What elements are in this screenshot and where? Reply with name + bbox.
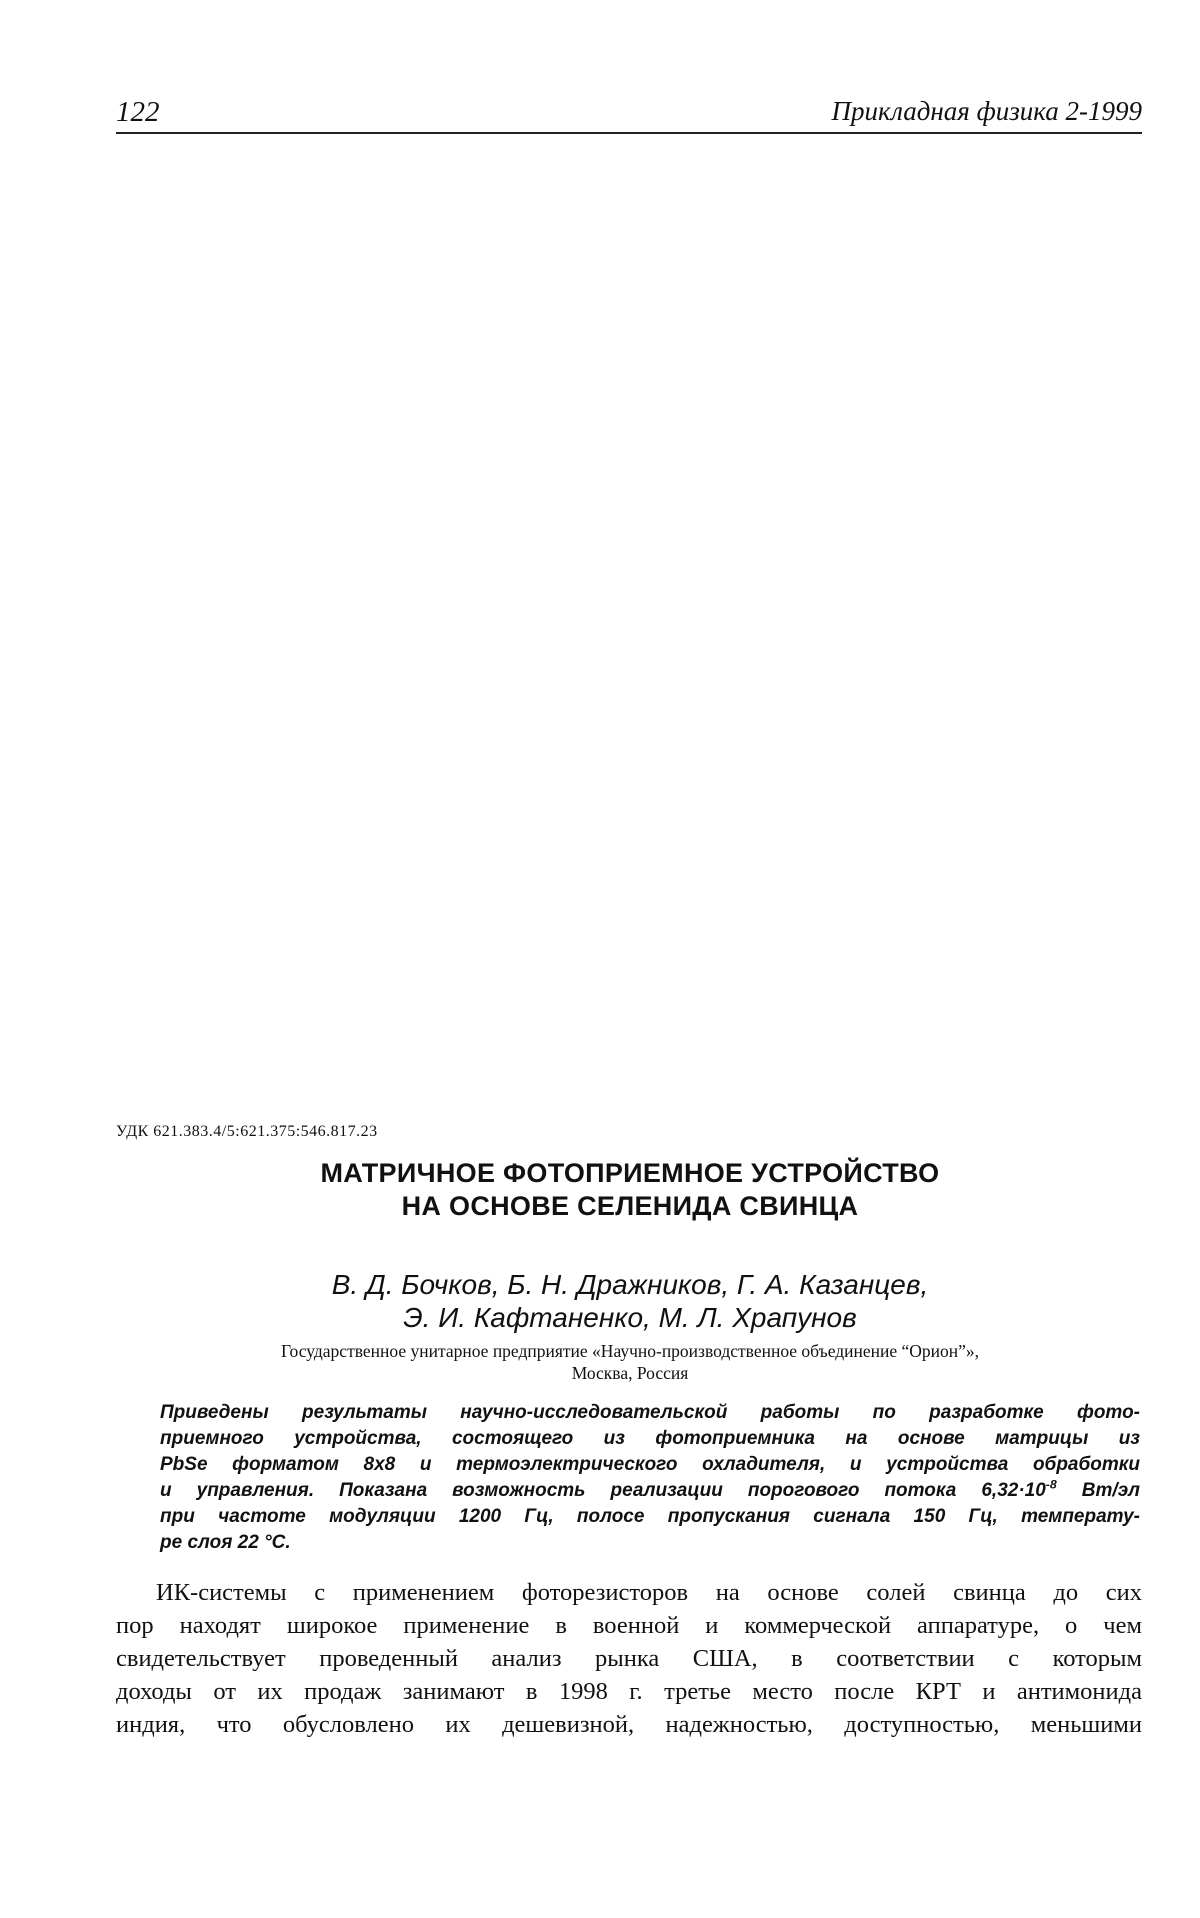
abstract [160,1400,1140,1556]
journal-title: Прикладная физика 2-1999 [831,96,1142,126]
body-line-5: индия, что обусловлено их дешевизной, надежностью, доступностью, меньшими [116,1711,1142,1738]
abstract-line-4-unit: Вт/эл [1056,1480,1140,1501]
affiliation [150,1340,1110,1384]
udc-code: УДК 621.383.4/5:621.375:546.817.23 [116,1123,378,1140]
page-number: 122 [116,96,160,128]
affiliation-line-1: Государственное унитарное предприятие «Научно-производственное объединение “Орион”», [280,1341,980,1361]
authors [240,1268,1020,1334]
abstract-line-4 [160,1478,1140,1504]
title-line-2: НА ОСНОВЕ СЕЛЕНИДА СВИНЦА [401,1191,859,1221]
body-line-1: ИК-системы с применением фоторезисторов на основе солей свинца до сих [156,1579,1142,1606]
body-line-2: пор находят широкое применение в военной и коммерческой аппаратуре, о чем [116,1612,1142,1639]
header-rule [116,132,1142,134]
abstract-exponent: -8 [1045,1477,1057,1492]
running-header [116,96,1142,136]
affiliation-line-2: Москва, Россия [571,1363,689,1383]
abstract-line-1: Приведены результаты научно-исследовательской работы по разработке фото- [160,1402,1140,1423]
abstract-line-4-text: и управления. Показана возможность реализации порогового потока 6,32·10 [160,1480,1046,1501]
authors-line-1: В. Д. Бочков, Б. Н. Дражников, Г. А. Казанцев, [331,1269,929,1300]
abstract-line-5: при частоте модуляции 1200 Гц, полосе пропускания сигнала 150 Гц, температу- [160,1506,1140,1527]
abstract-line-2: приемного устройства, состоящего из фотоприемника на основе матрицы из [160,1428,1140,1449]
body-line-3: свидетельствует проведенный анализ рынка США, в соответствии с которым [116,1645,1142,1672]
title-line-1: МАТРИЧНОЕ ФОТОПРИЕМНОЕ УСТРОЙСТВО [320,1158,940,1188]
authors-line-2: Э. И. Кафтаненко, М. Л. Храпунов [403,1302,857,1333]
body-paragraph [116,1576,1142,1741]
article-title [240,1157,1020,1223]
abstract-line-3: PbSe форматом 8х8 и термоэлектрического охладителя, и устройства обработки [160,1454,1140,1475]
body-line-4: доходы от их продаж занимают в 1998 г. третье место после КРТ и антимонида [116,1678,1142,1705]
abstract-line-6: ре слоя 22 °С. [160,1532,291,1553]
